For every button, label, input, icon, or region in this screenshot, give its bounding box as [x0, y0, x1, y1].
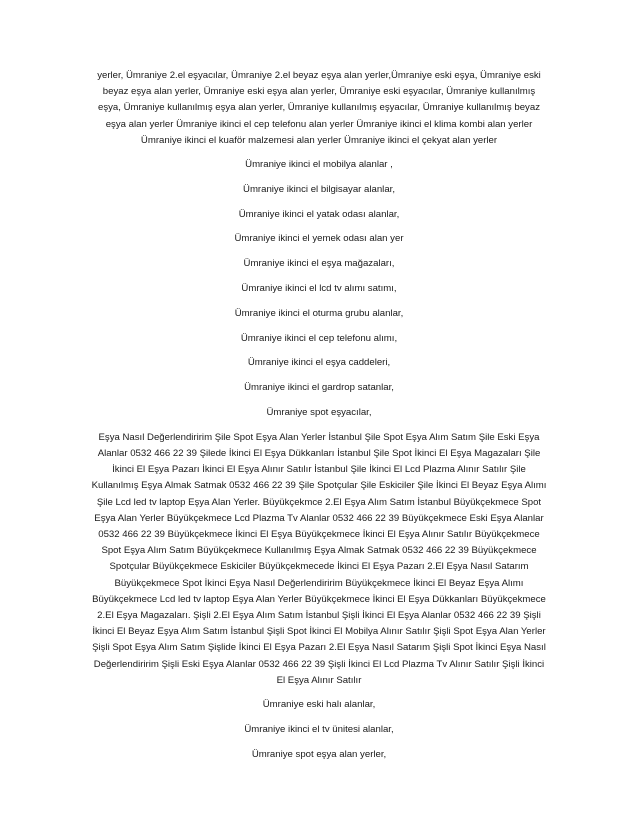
- list-item: Ümraniye ikinci el bilgisayar alanlar,: [243, 183, 395, 195]
- list-item: Ümraniye eski halı alanlar,: [262, 699, 376, 711]
- list-item: Ümraniye ikinci el gardrop satanlar,: [244, 382, 394, 394]
- list-item: Ümraniye ikinci el oturma grubu alanlar,: [234, 307, 404, 319]
- list-item: Ümraniye ikinci el tv ünitesi alanlar,: [244, 723, 394, 735]
- list-item: Ümraniye ikinci el yatak odası alanlar,: [238, 208, 400, 220]
- list-section-2: [90, 697, 548, 763]
- list-item: Ümraniye ikinci el lcd tv alımı satımı,: [241, 283, 397, 294]
- intro-paragraph: yerler, Ümraniye 2.el eşyacılar, Ümraniye 2.el beyaz eşya alan yerler,Ümraniye eski eşya, Ümraniye eski beyaz eşya alan yerler, Ümraniye eski eşya alan yerler, Ümraniye eski eşyacılar, Ümraniye kullanılmış eşya, Ümraniye kullanılmış eşya alan yerler, Ümraniye kullanılmış eşyacılar, Ümraniye kullanılmış beyaz eşya alan yerler Ümraniye ikinci el cep telefonu alan yerler Ümraniye ikinci el klima kombi alan yerler Ümraniye ikinci el kuaför malzemesi alan yerler Ümraniye ikinci el çekyat alan yerler: [97, 70, 541, 146]
- list-item: Ümraniye spot eşya alan yerler,: [251, 748, 387, 760]
- list-section-1: [90, 157, 548, 421]
- list-item: Ümraniye ikinci el cep telefonu alımı,: [240, 332, 398, 344]
- list-item: Ümraniye ikinci el eşya caddeleri,: [247, 357, 391, 369]
- body-paragraph: Eşya Nasıl Değerlendiririm Şile Spot Eşya Alan Yerler İstanbul Şile Spot Eşya Alım Satım Şile Eski Eşya Alanlar 0532 466 22 39 Şilede İkinci El Eşya Dükkanları İstanbul Şile Spot İkinci El Eşya Magazaları Şile İkinci El Eşya Pazarı İkinci El Eşya Alınır Satılır İstanbul Şile İkinci El Lcd Plazma Alınır Satılır Şile Kullanılmış Eşya Almak Satmak 0532 466 22 39 Şile Spotçular Şile Eskiciler Şile İkinci El Beyaz Eşya Alımı Şile Lcd led tv laptop Eşya Alan Yerler. Büyükçekmce 2.El Eşya Alım Satım İstanbul Büyükçekmece Spot Eşya Alan Yerler Büyükçekmece Lcd Plazma Tv Alanlar 0532 466 22 39 Büyükçekmece Eski Eşya Alanlar 0532 466 22 39 Büyükçekmece İkinci El Eşya Büyükçekmece İkinci El Eşya Alınır Satılır Büyükçekmece Spot Eşya Alım Satım Büyükçekmece Kullanılmış Eşya Almak Satmak 0532 466 22 39 Büyükçekmece Spotçular Büyükçekmece Eskiciler Büyükçekmecede İkinci El Eşya Pazarı 2.El Eşya Nasıl Satarım Büyükçekmece Spot İkinci Eşya Nasıl Değerlendiririm Büyükçekmece İkinci El Beyaz Eşya Alımı Büyükçekmece Lcd led tv laptop Eşya Alan Yerler Büyükçekmece İkinci El Eşya Dükkanları Büyükçekmece 2.El Eşya Magazaları. Şişli 2.El Eşya Alım Satım İstanbul Şişli İkinci El Eşya Alanlar 0532 466 22 39 Şişli İkinci El Beyaz Eşya Alım Satım İstanbul Şişli Spot İkinci El Mobilya Alınır Satılır Şişli Spot Eşya Alan Yerler Şişli Spot Eşya Alım Satım Şişlide İkinci El Eşya Pazarı 2.El Eşya Nasıl Satarım Şişli Spot İkinci Eşya Nasıl Değerlendiririm Şişli Eski Eşya Alanlar 0532 466 22 39 Şişli İkinci El Lcd Plazma Tv Alınır Satılır Şişli İkinci El Eşya Alınır Satılır: [91, 431, 547, 686]
- list-item: Ümraniye spot eşyacılar,: [266, 406, 372, 418]
- list-item: Ümraniye ikinci el eşya mağazaları,: [243, 258, 395, 270]
- list-item: Ümraniye ikinci el mobilya alanlar ,: [245, 159, 393, 171]
- list-item: Ümraniye ikinci el yemek odası alan yer: [234, 233, 404, 245]
- document-page: [90, 68, 548, 771]
